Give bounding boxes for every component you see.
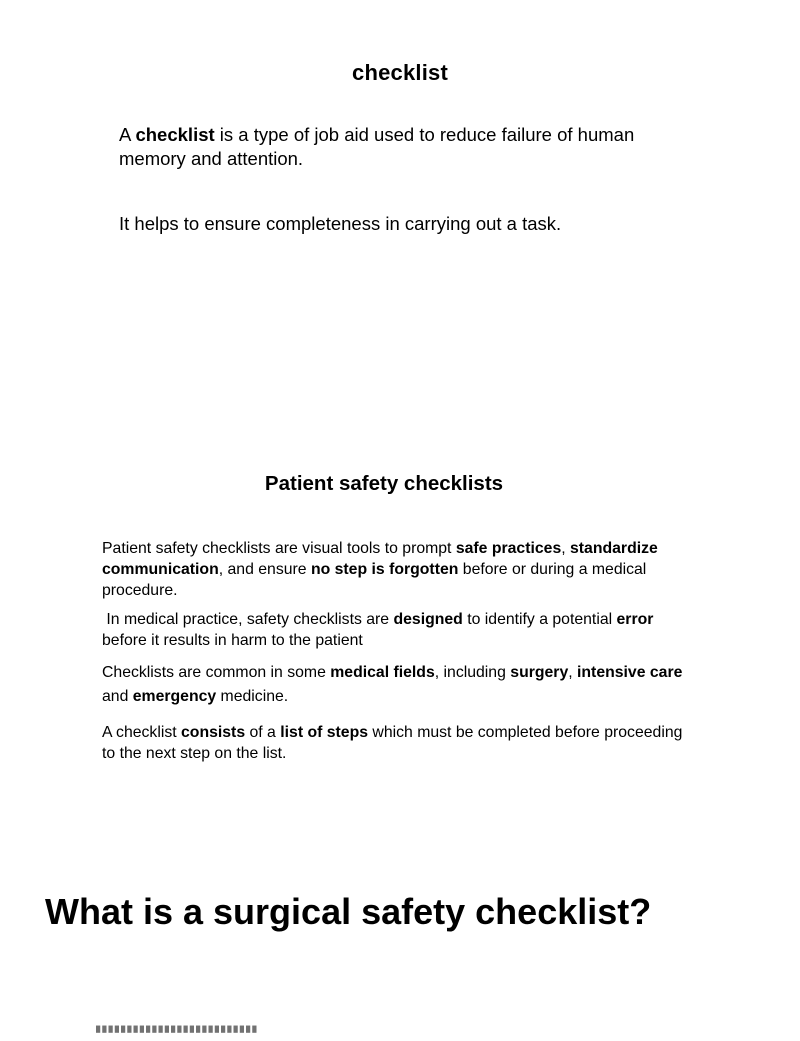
patient-safety-paragraph-3 [102,661,692,709]
bold-term-checklist: checklist [135,124,215,145]
text-run: which must be completed before proceeding to the next step on the list. [102,724,683,762]
section-title-patient-safety: Patient safety checklists [264,472,504,495]
bold-term: designed [393,611,463,628]
checklist-definition-paragraph [119,123,659,171]
surgical-checklist-heading: What is a surgical safety checklist? [45,891,652,932]
bold-term: surgery [510,664,569,681]
patient-safety-paragraph-1 [102,538,692,601]
text-run: before or during a medical procedure. [102,561,647,599]
cut-off-text: ██████████████████████████ [96,1027,259,1033]
text-run: , [561,540,571,557]
text-run: Patient safety checklists are visual tools to prompt [102,540,456,557]
patient-safety-paragraph-4 [102,722,692,764]
text-run: is a type of job aid used to reduce failure of human memory and attention. [119,124,635,169]
text-run: , and ensure [218,561,311,578]
bold-term: standardize communication [102,540,658,578]
text-run: A [119,124,136,145]
bold-term: medical fields [330,664,435,681]
text-run: Checklists are common in some [102,664,331,681]
bold-term: list of steps [280,724,369,741]
text-run: and [102,688,133,705]
text-run: to identify a potential [462,611,617,628]
bold-term: consists [181,724,246,741]
text-run: , [568,664,578,681]
bold-term: safe practices [455,540,562,557]
text-run: , including [434,664,511,681]
text-run: before it results in harm to the patient [102,632,363,649]
text-run: A checklist [102,724,182,741]
bold-term: no step is forgotten [310,561,459,578]
cut-off-text-line [96,1015,696,1033]
patient-safety-paragraph-2 [102,609,692,651]
text-run: medicine. [216,688,289,705]
bold-term: error [616,611,654,628]
bold-term: intensive care [577,664,683,681]
text-run: In medical practice, safety checklists are [102,611,394,628]
text-run: of a [245,724,281,741]
bold-term: emergency [132,688,217,705]
section-title-checklist: checklist [352,60,448,85]
checklist-purpose-paragraph: It helps to ensure completeness in carrying out a task. [119,213,562,234]
